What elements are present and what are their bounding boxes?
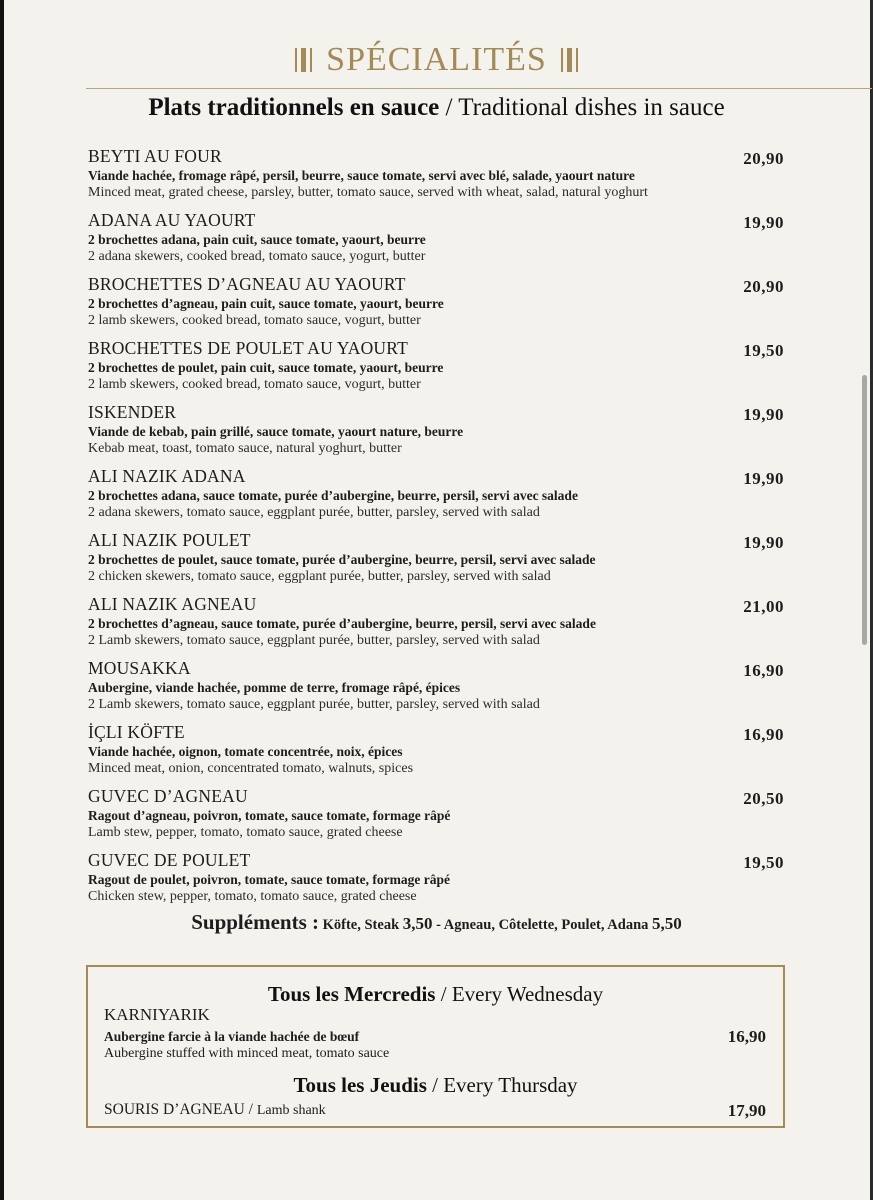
item-desc-en: 2 adana skewers, tomato sauce, eggplant purée, butter, parsley, served with salad (88, 505, 540, 520)
menu-item (88, 337, 786, 401)
souris-en: Lamb shank (256, 1103, 326, 1118)
item-name: ALI NAZIK AGNEAU (88, 594, 257, 614)
item-price: 19,50 (743, 341, 784, 360)
item-desc-fr: Viande hachée, oignon, tomate concentrée, noix, épices (88, 744, 403, 759)
menu-item (88, 273, 786, 337)
menu-item (88, 145, 786, 209)
item-name: GUVEC D’AGNEAU (88, 786, 248, 806)
section-title-row (0, 40, 873, 80)
item-desc-en: Minced meat, onion, concentrated tomato, walnuts, spices (88, 761, 414, 776)
item-price: 19,90 (743, 405, 784, 424)
menu-item (88, 401, 786, 465)
item-price: 20,90 (743, 149, 784, 168)
souris-name: SOURIS D’AGNEAU (104, 1101, 245, 1118)
menu-item (88, 849, 786, 913)
section-title: SPÉCIALITÉS (326, 41, 547, 78)
item-desc-en: Minced meat, grated cheese, parsley, butter, tomato sauce, served with wheat, salad, natural yoghurt (88, 185, 648, 200)
item-price: 19,90 (743, 469, 784, 488)
item-price: 20,50 (743, 789, 784, 808)
supplements-label: Suppléments : (191, 910, 319, 934)
menu-item (88, 465, 786, 529)
menu-items-list (88, 145, 786, 913)
menu-item (88, 593, 786, 657)
title-ornament-left (295, 48, 312, 72)
item-desc-fr: 2 brochettes adana, sauce tomate, purée d’aubergine, beurre, persil, servi avec salade (88, 488, 578, 503)
karniyarik-name: KARNIYARIK (104, 1005, 210, 1024)
section-subtitle (0, 94, 873, 122)
karniyarik-price: 16,90 (727, 1027, 766, 1046)
item-name: BROCHETTES D’AGNEAU AU YAOURT (88, 274, 406, 294)
item-name: BEYTI AU FOUR (88, 146, 222, 166)
menu-item (88, 785, 786, 849)
item-desc-fr: 2 brochettes d’agneau, pain cuit, sauce tomate, yaourt, beurre (88, 296, 444, 311)
scrollbar-thumb[interactable] (862, 375, 867, 645)
item-name: ALI NAZIK POULET (88, 530, 251, 550)
thursday-separator: / (426, 1073, 444, 1097)
menu-item (88, 529, 786, 593)
item-price: 16,90 (743, 725, 784, 744)
item-desc-fr: Aubergine, viande hachée, pomme de terre, fromage râpé, épices (88, 680, 461, 695)
title-divider (86, 88, 872, 89)
subtitle-separator: / (439, 94, 459, 121)
souris-price: 17,90 (727, 1101, 766, 1120)
menu-item (88, 209, 786, 273)
item-desc-fr: 2 brochettes de poulet, sauce tomate, purée d’aubergine, beurre, persil, servi avec salade (88, 552, 596, 567)
item-name: BROCHETTES DE POULET AU YAOURT (88, 338, 408, 358)
item-desc-en: 2 lamb skewers, cooked bread, tomato sauce, vogurt, butter (88, 313, 421, 328)
supplements-separator: - (432, 917, 444, 933)
item-name: ADANA AU YAOURT (88, 210, 256, 230)
item-desc-en: Kebab meat, toast, tomato sauce, natural yoghurt, butter (88, 441, 402, 456)
item-desc-fr: Viande hachée, fromage râpé, persil, beurre, sauce tomate, servi avec blé, salade, yaourt nature (88, 168, 635, 183)
subtitle-fr: Plats traditionnels en sauce (148, 94, 440, 121)
item-desc-en: 2 adana skewers, cooked bread, tomato sauce, yogurt, butter (88, 249, 426, 264)
item-name: MOUSAKKA (88, 658, 191, 678)
item-desc-fr: 2 brochettes de poulet, pain cuit, sauce tomate, yaourt, beurre (88, 360, 444, 375)
supplements-part2: Agneau, Côtelette, Poulet, Adana (443, 917, 649, 933)
item-desc-en: Lamb stew, pepper, tomato, tomato sauce, grated cheese (88, 825, 403, 840)
item-price: 19,90 (743, 533, 784, 552)
item-price: 19,50 (743, 853, 784, 872)
weekly-specials-box (86, 965, 785, 1128)
karniyarik-desc-fr: Aubergine farcie à la viande hachée de bœuf (104, 1029, 360, 1044)
item-desc-en: 2 lamb skewers, cooked bread, tomato sauce, vogurt, butter (88, 377, 421, 392)
thursday-heading (88, 1073, 783, 1098)
item-price: 21,00 (743, 597, 784, 616)
supplements-part1: Köfte, Steak (322, 917, 400, 933)
karniyarik-desc-en: Aubergine stuffed with minced meat, tomato sauce (104, 1046, 390, 1061)
item-desc-fr: 2 brochettes d’agneau, sauce tomate, purée d’aubergine, beurre, persil, servi avec salade (88, 616, 596, 631)
wednesday-fr: Tous les Mercredis (267, 982, 436, 1006)
subtitle-en: Traditional dishes in sauce (458, 94, 725, 121)
item-desc-en: 2 Lamb skewers, tomato sauce, eggplant purée, butter, parsley, served with salad (88, 697, 540, 712)
menu-item (88, 721, 786, 785)
item-name: İÇLI KÖFTE (88, 722, 185, 742)
item-price: 16,90 (743, 661, 784, 680)
supplements-line (0, 910, 873, 935)
item-price: 20,90 (743, 277, 784, 296)
wednesday-en: Every Wednesday (451, 982, 604, 1006)
title-ornament-right (561, 48, 578, 72)
item-name: GUVEC DE POULET (88, 850, 251, 870)
item-desc-fr: Ragout de poulet, poivron, tomate, sauce tomate, formage râpé (88, 872, 450, 887)
item-desc-en: 2 chicken skewers, tomato sauce, eggplant purée, butter, parsley, served with salad (88, 569, 551, 584)
wednesday-separator: / (435, 982, 452, 1006)
left-edge (0, 0, 4, 1200)
menu-item (88, 657, 786, 721)
supplements-price1: 3,50 (402, 914, 433, 933)
item-desc-en: 2 Lamb skewers, tomato sauce, eggplant purée, butter, parsley, served with salad (88, 633, 540, 648)
item-desc-fr: Ragout d’agneau, poivron, tomate, sauce tomate, formage râpé (88, 808, 451, 823)
item-price: 19,90 (743, 213, 784, 232)
supplements-price2: 5,50 (652, 914, 682, 933)
souris-item (104, 1101, 326, 1119)
item-desc-en: Chicken stew, pepper, tomato, tomato sauce, grated cheese (88, 889, 417, 904)
item-desc-fr: 2 brochettes adana, pain cuit, sauce tomate, yaourt, beurre (88, 232, 426, 247)
thursday-en: Every Thursday (443, 1073, 578, 1097)
item-name: ALI NAZIK ADANA (88, 466, 246, 486)
souris-separator: / (244, 1101, 257, 1118)
thursday-fr: Tous les Jeudis (293, 1073, 427, 1097)
item-name: ISKENDER (88, 402, 177, 422)
wednesday-heading (88, 982, 783, 1007)
item-desc-fr: Viande de kebab, pain grillé, sauce tomate, yaourt nature, beurre (88, 424, 464, 439)
